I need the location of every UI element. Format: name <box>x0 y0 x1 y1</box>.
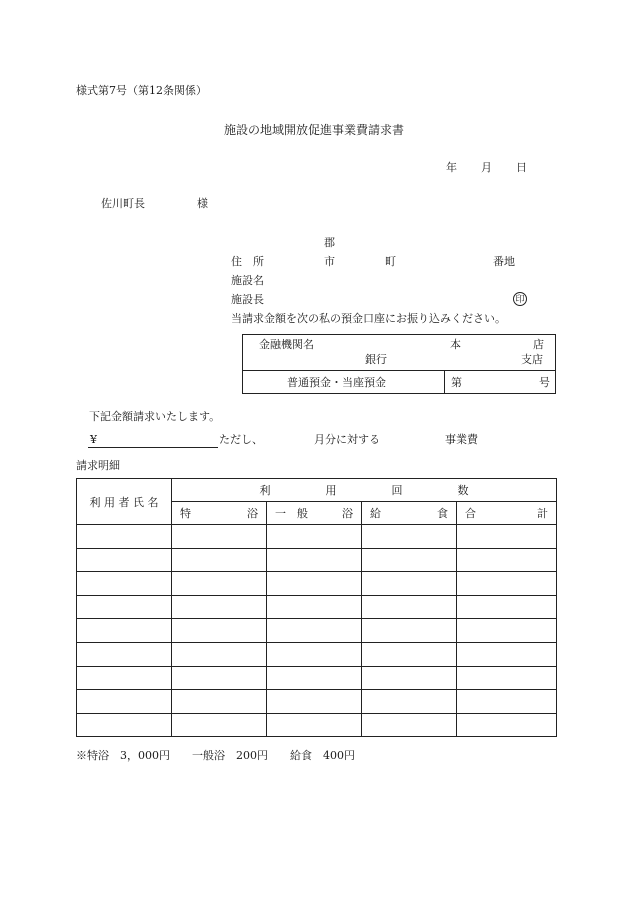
user-name-cell[interactable] <box>77 572 172 596</box>
machi-label: 町 <box>385 255 396 268</box>
general-bath-cell[interactable] <box>267 713 362 737</box>
meal-cell[interactable] <box>362 619 457 643</box>
office-label: 店 <box>533 338 544 351</box>
transfer-note: 当請求金額を次の私の預金口座にお振り込みください。 <box>231 312 506 325</box>
account-type: 普通預金・当座預金 <box>287 376 386 389</box>
form-number: 様式第7号（第12条関係） <box>76 84 207 97</box>
usage-header-char: 用 <box>325 484 337 497</box>
special-bath-cell[interactable] <box>172 666 267 690</box>
meal-cell[interactable] <box>362 713 457 737</box>
usage-header-char: 回 <box>391 484 403 497</box>
general-bath-char: 一 般 <box>275 507 308 520</box>
usage-count-header <box>172 479 557 502</box>
total-cell[interactable] <box>457 713 557 737</box>
usage-header-char: 利 <box>259 484 271 497</box>
total-cell[interactable] <box>457 548 557 572</box>
special-bath-cell[interactable] <box>172 548 267 572</box>
total-cell[interactable] <box>457 666 557 690</box>
user-name-cell[interactable] <box>77 690 172 714</box>
general-bath-cell[interactable] <box>267 619 362 643</box>
user-name-cell[interactable] <box>77 619 172 643</box>
bank-label: 銀行 <box>365 353 387 366</box>
user-name-cell[interactable] <box>77 548 172 572</box>
table-row <box>77 572 557 596</box>
footnote: ※特浴 3，000円 一般浴 200円 給食 400円 <box>76 749 355 762</box>
special-bath-cell[interactable] <box>172 525 267 549</box>
total-cell[interactable] <box>457 595 557 619</box>
total-char: 合 <box>465 507 476 520</box>
user-name-cell[interactable] <box>77 525 172 549</box>
user-name-header: 利 用 者 氏 名 <box>77 479 172 525</box>
table-row <box>77 595 557 619</box>
yen-sign: ¥ <box>90 433 97 446</box>
special-bath-cell[interactable] <box>172 713 267 737</box>
month-for-label: 月分に対する <box>314 433 380 446</box>
date-month: 月 <box>481 161 492 174</box>
date-year: 年 <box>446 161 457 174</box>
general-bath-cell[interactable] <box>267 666 362 690</box>
project-cost-label: 事業費 <box>445 433 478 446</box>
user-name-cell[interactable] <box>77 642 172 666</box>
table-row <box>77 690 557 714</box>
meal-cell[interactable] <box>362 548 457 572</box>
facility-name-label: 施設名 <box>231 274 264 287</box>
special-bath-char: 浴 <box>247 507 258 520</box>
user-name-cell[interactable] <box>77 713 172 737</box>
special-bath-header <box>172 502 267 525</box>
user-name-cell[interactable] <box>77 666 172 690</box>
branch-label: 支店 <box>521 353 543 366</box>
general-bath-cell[interactable] <box>267 690 362 714</box>
meal-cell[interactable] <box>362 595 457 619</box>
general-bath-header <box>267 502 362 525</box>
user-name-cell[interactable] <box>77 595 172 619</box>
general-bath-cell[interactable] <box>267 572 362 596</box>
special-bath-cell[interactable] <box>172 642 267 666</box>
meal-cell[interactable] <box>362 572 457 596</box>
special-bath-char: 特 <box>180 507 191 520</box>
detail-heading: 請求明細 <box>76 459 120 472</box>
gun-label: 郡 <box>324 236 335 249</box>
special-bath-cell[interactable] <box>172 619 267 643</box>
request-statement: 下記金額請求いたします。 <box>89 410 221 423</box>
total-cell[interactable] <box>457 642 557 666</box>
table-row <box>77 525 557 549</box>
shi-label: 市 <box>324 255 335 268</box>
addressee-honorific: 様 <box>197 197 208 210</box>
table-row <box>77 666 557 690</box>
total-char: 計 <box>537 507 548 520</box>
amount-underline <box>88 447 218 448</box>
general-bath-cell[interactable] <box>267 595 362 619</box>
tadashi-label: ただし、 <box>219 433 263 446</box>
head-office-label: 本 <box>450 338 461 351</box>
table-row <box>77 642 557 666</box>
meal-cell[interactable] <box>362 642 457 666</box>
bank-institution-label: 金融機関名 <box>259 338 314 351</box>
general-bath-cell[interactable] <box>267 548 362 572</box>
meal-char: 食 <box>437 507 448 520</box>
meal-char: 給 <box>370 507 381 520</box>
addressee-name: 佐川町長 <box>101 197 145 210</box>
bank-box-split <box>444 370 445 394</box>
special-bath-cell[interactable] <box>172 595 267 619</box>
total-cell[interactable] <box>457 525 557 549</box>
facility-head-label: 施設長 <box>231 293 264 306</box>
meal-cell[interactable] <box>362 690 457 714</box>
total-cell[interactable] <box>457 690 557 714</box>
meal-cell[interactable] <box>362 525 457 549</box>
date-day: 日 <box>516 161 527 174</box>
general-bath-char: 浴 <box>342 507 353 520</box>
special-bath-cell[interactable] <box>172 690 267 714</box>
seal-mark: 印 <box>513 292 527 306</box>
table-row <box>77 713 557 737</box>
general-bath-cell[interactable] <box>267 525 362 549</box>
total-header <box>457 502 557 525</box>
bank-box-divider <box>242 370 556 371</box>
account-number-prefix: 第 <box>451 376 462 389</box>
table-row <box>77 548 557 572</box>
total-cell[interactable] <box>457 619 557 643</box>
meal-cell[interactable] <box>362 666 457 690</box>
document-title: 施設の地域開放促進事業費請求書 <box>224 123 405 137</box>
usage-header-char: 数 <box>457 484 469 497</box>
general-bath-cell[interactable] <box>267 642 362 666</box>
detail-rows <box>77 525 557 737</box>
meal-header <box>362 502 457 525</box>
table-row <box>77 619 557 643</box>
address-label: 住 所 <box>231 255 264 268</box>
detail-table <box>76 478 557 737</box>
total-cell[interactable] <box>457 572 557 596</box>
account-number-suffix: 号 <box>539 376 550 389</box>
special-bath-cell[interactable] <box>172 572 267 596</box>
banchi-label: 番地 <box>493 255 515 268</box>
